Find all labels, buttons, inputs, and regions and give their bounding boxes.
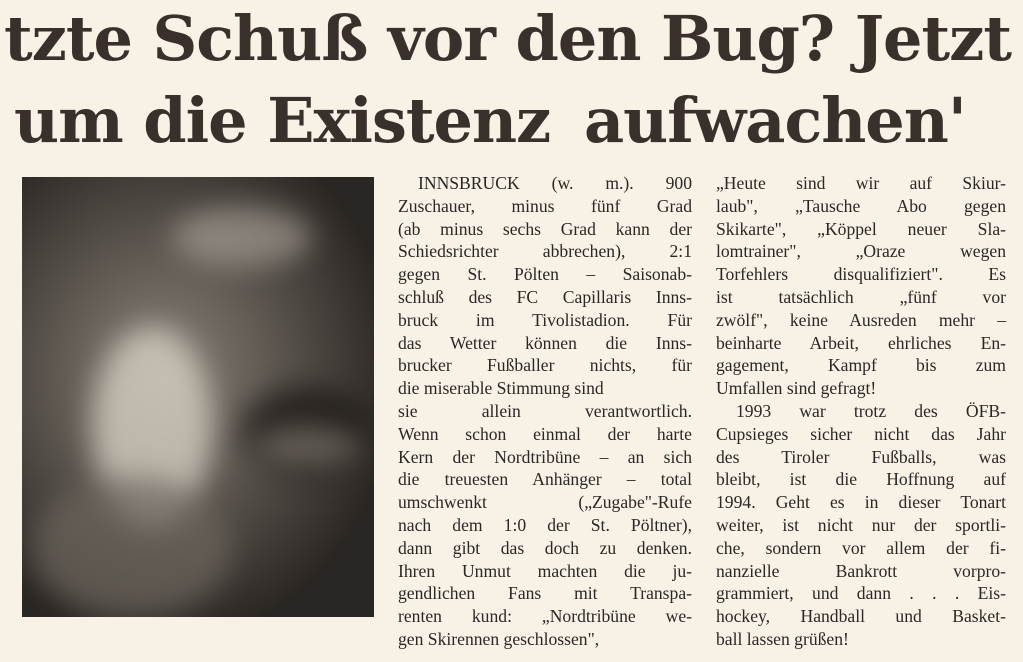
article-line: das Wetter können die Inns- [398,332,692,353]
article-line: gendlichen Fans mit Transpa- [398,583,692,604]
article-line: Zuschauer, minus fünf Grad [398,195,692,216]
article-line: umschwenkt („Zugabe"-Rufe [398,492,692,513]
article-column-2 [716,172,1006,651]
article-line: INNSBRUCK (w. m.). 900 [418,173,692,193]
article-line: weiter, ist nicht nur der sportli- [716,514,1006,535]
article-line: die treuesten Anhänger – total [398,469,692,490]
article-line: gagement, Kampf bis zum [716,355,1006,376]
article-line: bleibt, ist die Hoffnung auf [716,469,1006,490]
article-line: hockey, Handball und Basket- [716,606,1006,627]
headline-line-2-right: aufwachen' [584,84,966,157]
article-column-1 [398,172,692,651]
photo-banner-text [252,427,362,467]
article-line: Wenn schon einmal der harte [398,423,692,444]
article-line: Cupsieges sicher nicht das Jahr [716,423,1006,444]
headline-line-2-left: um die Existenz [14,84,551,157]
article-line: bruck im Tivolistadion. Für [398,309,692,330]
article-line: „Heute sind wir auf Skiur- [716,173,1006,193]
article-line: (ab minus sechs Grad kann der [398,218,692,239]
article-line: gen Skirennen geschlossen", [398,628,600,649]
article-line: grammiert, und dann . . . Eis- [716,583,1006,604]
article-line: nanzielle Bankrott vorpro- [716,560,1006,581]
article-line: zwölf", keine Ausreden mehr – [716,309,1006,330]
photo-highlight [172,207,312,267]
article-line: Umfallen sind gefragt! [716,378,877,399]
article-line: Schiedsrichter abbrechen), 2:1 [398,241,692,262]
article-line: brucker Fußballer nichts, für [398,355,692,376]
article-line: schluß des FC Capillaris Inns- [398,286,692,307]
article-line: 1993 war trotz des ÖFB- [736,400,1006,421]
article-line: gegen St. Pölten – Saisonab- [398,264,692,285]
article-line: lomtrainer", „Oraze wegen [716,241,1006,262]
article-line: 1994. Geht es in dieser Tonart [716,492,1006,513]
article-line: des Tiroler Fußballs, was [716,446,1006,467]
photo-caption [28,620,368,634]
article-line: Ihren Unmut machten die ju- [398,560,692,581]
news-photo [22,177,374,617]
article-line: ball lassen grüßen! [716,628,849,649]
article-line: dann gibt das doch zu denken. [398,537,692,558]
article-line: Skikarte", „Köppel neuer Sla- [716,218,1006,239]
article-line: renten kund: „Nordtribüne we- [398,606,692,627]
headline-line-1: tzte Schuß vor den Bug? Jetzt [4,2,1011,75]
article-line: laub", „Tausche Abo gegen [716,195,1006,216]
photo-ground [32,477,232,617]
article-line: nach dem 1:0 der St. Pöltner), [398,514,692,535]
article-line: che, sondern vor allem der fi- [716,537,1006,558]
headline [0,0,1023,170]
article-line: ist tatsächlich „fünf vor [716,286,1006,307]
article-line: Torfehlers disqualifiziert". Es [716,264,1006,285]
article-line: Kern der Nordtribüne – an sich [398,446,692,467]
article-line: die miserable Stimmung sind [398,378,604,399]
article-line: sie allein verantwortlich. [398,400,692,421]
article-line: beinharte Arbeit, ehrliches En- [716,332,1006,353]
